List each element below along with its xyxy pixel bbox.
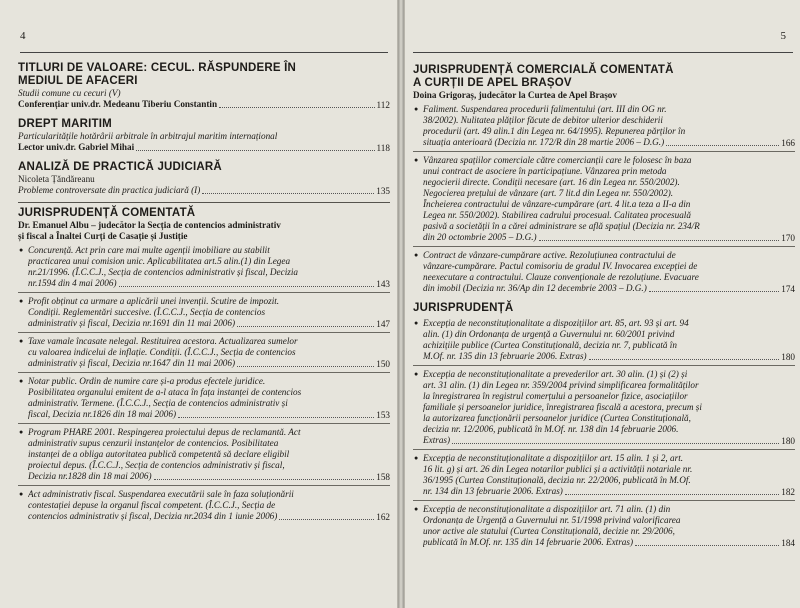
page-ref: 112 bbox=[376, 100, 390, 110]
entry-text-line: Încheierea contractului de vânzare-cumpărare (art. 4 lit.a teza a II-a din bbox=[423, 199, 691, 209]
entry-text-line: Legea nr. 550/2002). Stabilirea cadrului procesual. Calitatea procesuală bbox=[423, 210, 691, 220]
right-page-number: 5 bbox=[780, 30, 786, 42]
leader-dots bbox=[178, 417, 374, 418]
leader-dots bbox=[237, 326, 374, 327]
entry-text-line: M.Of. nr. 135 din 13 februarie 2006. Extras) bbox=[423, 351, 587, 361]
bullet-icon: ● bbox=[414, 505, 419, 513]
entry-text-line: familiale și persoanelor juridice, înregistrarea fiscală a acestora, precum și bbox=[423, 402, 702, 412]
entry-text-line: Negocierea prețului de vânzare (art. 7 lit.d din Legea nr. 550/2002). bbox=[423, 188, 674, 198]
entry-text-line: la înregistrarea în registrul comerțului a persoanelor fizice, asociațiilor bbox=[423, 391, 688, 401]
bullet-icon: ● bbox=[19, 428, 24, 436]
bullet-icon: ● bbox=[414, 156, 419, 164]
page-ref: 182 bbox=[781, 487, 795, 497]
header-rule bbox=[20, 52, 388, 53]
toc-entry bbox=[413, 504, 795, 548]
entry-list bbox=[413, 104, 795, 294]
leader-dots bbox=[666, 145, 779, 146]
page-ref: 158 bbox=[376, 472, 390, 482]
leader-dots bbox=[202, 193, 374, 194]
entry-text-line: pasivă a societății în a cărei administrare se află spațiul (Decizia nr. 234/R bbox=[423, 221, 700, 231]
toc-entry bbox=[413, 155, 795, 243]
entry-text-line: din imobil (Decizia nr. 36/Ap din 12 decembrie 2003 – D.G.) bbox=[423, 283, 647, 293]
section-author: Nicoleta Țăndăreanu bbox=[18, 174, 95, 184]
entry-list bbox=[413, 318, 795, 548]
toc-section-jurisprudenta bbox=[413, 302, 795, 548]
leader-dots bbox=[279, 519, 374, 520]
leader-dots bbox=[237, 366, 374, 367]
section-title: A CURȚII DE APEL BRAȘOV bbox=[413, 77, 572, 89]
header-rule bbox=[413, 52, 793, 53]
page-ref: 180 bbox=[781, 352, 795, 362]
entry-divider bbox=[18, 423, 390, 424]
entry-text-line: contestației depuse la organul fiscal competent. (Î.C.C.J., Secția de bbox=[28, 500, 276, 510]
entry-text-line: Concurență. Act prin care mai multe agenții imobiliare au stabilit bbox=[28, 245, 270, 255]
entry-text-line: neexecutare a contractului. Clauze convenționale de rezoluțiune. Evacuare bbox=[423, 272, 699, 282]
left-page bbox=[0, 0, 398, 608]
entry-divider bbox=[413, 246, 795, 247]
entry-text-line: Excepția de neconstituționalitate a prevederilor art. 30 alin. (1) și (2) și bbox=[423, 369, 688, 379]
entry-divider bbox=[413, 500, 795, 501]
entry-text-line: din 20 octombrie 2005 – D.G.) bbox=[423, 232, 537, 242]
leader-dots bbox=[589, 359, 780, 360]
entry-text-line: cu valoarea indicelui de inflație. Condiții. (Î.C.C.J., Secția de contencios bbox=[28, 347, 296, 357]
section-title: JURISPRUDENȚĂ COMENTATĂ bbox=[18, 207, 196, 219]
entry-text-line: fiscal, Decizia nr.1826 din 18 mai 2006) bbox=[28, 409, 177, 419]
entry-text-line: la autorizarea funcționării persoanelor juridice (Curtea Constituțională, bbox=[423, 413, 691, 423]
entry-text-line: 38/2002). Nulitatea plăților făcute de debitor ulterior deschiderii bbox=[423, 115, 663, 125]
left-page-number: 4 bbox=[20, 30, 26, 42]
entry-text-line: Program PHARE 2001. Respingerea proiectului depus de reclamantă. Act bbox=[28, 427, 301, 437]
section-author: Lector univ.dr. Gabriel Mihai bbox=[18, 142, 135, 152]
entry-text-line: Vânzarea spațiilor comerciale către comercianții care le folosesc în baza bbox=[423, 155, 692, 165]
entry-text-line: Decizia nr.1828 din 18 mai 2006) bbox=[28, 471, 152, 481]
section-title: TITLURI DE VALOARE: CECUL. RĂSPUNDERE ÎN bbox=[18, 62, 297, 74]
right-toc bbox=[413, 64, 795, 548]
toc-section-analiza bbox=[18, 161, 390, 196]
section-subtitle: Particularitățile hotărârii arbitrale în arbitrajul maritim internațional bbox=[18, 131, 278, 141]
entry-divider bbox=[18, 332, 390, 333]
page-ref: 184 bbox=[781, 538, 795, 548]
entry-text-line: unui contract de asociere în participațiune. Vânzarea prin metoda bbox=[423, 166, 667, 176]
toc-section-titluri bbox=[18, 62, 390, 110]
section-subtitle: Studii comune cu cecuri (V) bbox=[18, 88, 121, 98]
page-ref: 143 bbox=[376, 279, 390, 289]
entry-text-line: Notar public. Ordin de numire care și-a produs efectele juridice. bbox=[28, 376, 266, 386]
entry-text-line: administrativ. Termene. (Î.C.C.J., Secția de contencios administrativ și bbox=[28, 398, 288, 408]
bullet-icon: ● bbox=[19, 337, 24, 345]
entry-text-line: Act administrativ fiscal. Suspendarea executării sale în faza soluționării bbox=[28, 489, 294, 499]
entry-text-line: Excepția de neconstituționalitate a dispozițiilor art. 85, art. 93 și art. 94 bbox=[423, 318, 689, 328]
entry-divider bbox=[18, 372, 390, 373]
leader-dots bbox=[119, 286, 375, 287]
entry-text-line: Excepția de neconstituționalitate a dispozițiilor art. 15 alin. 1 și 2, art. bbox=[423, 453, 684, 463]
section-title: MEDIUL DE AFACERI bbox=[18, 75, 138, 87]
entry-text-line: Condiții. Reglementări succesive. (Î.C.C.J., Secția de contencios bbox=[28, 307, 266, 317]
entry-text-line: vânzare-cumpărare. Pactul comisoriu de gradul IV. Invocarea excepției de bbox=[423, 261, 698, 271]
entry-divider bbox=[413, 365, 795, 366]
leader-dots bbox=[649, 291, 779, 292]
toc-entry bbox=[413, 318, 795, 362]
page-ref: 150 bbox=[376, 359, 390, 369]
entry-text-line: nr.1594 din 4 mai 2006) bbox=[28, 278, 117, 288]
entry-text-line: decizia nr. 12/2006, publicată în M.Of. nr. 138 din 14 februarie 2006. bbox=[423, 424, 679, 434]
section-title: JURISPRUDENȚĂ COMERCIALĂ COMENTATĂ bbox=[413, 64, 674, 76]
toc-section-drept-maritim bbox=[18, 118, 390, 153]
entry-text-line: nr. 134 din 13 februarie 2006. Extras) bbox=[423, 486, 563, 496]
entry-text-line: procedurii (art. 49 alin.1 din Legea nr. 64/1995). Repunerea părților în bbox=[423, 126, 686, 136]
entry-divider bbox=[18, 485, 390, 486]
leader-dots bbox=[452, 443, 779, 444]
entry-text-line: nr.21/1996. (Î.C.C.J., Secția de contencios administrativ și fiscal, Decizia bbox=[28, 267, 298, 277]
section-author: Doina Grigoraș, judecător la Curtea de Apel Brașov bbox=[413, 90, 617, 100]
page-ref: 166 bbox=[781, 138, 795, 148]
toc-entry bbox=[18, 336, 390, 369]
entry-divider bbox=[18, 292, 390, 293]
entry-list bbox=[18, 245, 390, 522]
page-ref: 162 bbox=[376, 512, 390, 522]
entry-text-line: art. 31 alin. (1) din Legea nr. 359/2004 privind simplificarea formalităților bbox=[423, 380, 699, 390]
leader-dots bbox=[565, 494, 779, 495]
entry-text-line: alin. (1) din Ordonanța de urgență a Guvernului nr. 60/2001 privind bbox=[423, 329, 675, 339]
bullet-icon: ● bbox=[414, 370, 419, 378]
toc-entry bbox=[18, 427, 390, 482]
bullet-icon: ● bbox=[19, 246, 24, 254]
page-ref: 153 bbox=[376, 410, 390, 420]
entry-text-line: administrativ supus cenzurii instanțelor de contencios. Posibilitatea bbox=[28, 438, 279, 448]
toc-entry bbox=[413, 250, 795, 294]
toc-section-jurisprudenta-comentata bbox=[18, 207, 390, 522]
entry-text-line: 16 lit. g) și art. 26 din Legea notarilor publici și a activității notariale nr. bbox=[423, 464, 693, 474]
toc-entry bbox=[18, 489, 390, 522]
toc-entry bbox=[18, 376, 390, 420]
entry-text-line: practicarea unui comision unic. Aplicabilitatea art.5 alin.(1) din Legea bbox=[28, 256, 291, 266]
page-ref: 118 bbox=[376, 143, 390, 153]
entry-text-line: contencios administrativ și fiscal, Decizia nr.2034 din 1 iunie 2006) bbox=[28, 511, 278, 521]
bullet-icon: ● bbox=[414, 251, 419, 259]
right-page bbox=[404, 0, 800, 608]
leader-dots bbox=[635, 545, 779, 546]
entry-text-line: proiectul depus. (Î.C.C.J., Secția de contencios administrativ și fiscal, bbox=[28, 460, 285, 470]
section-title: ANALIZĂ DE PRACTICĂ JUDICIARĂ bbox=[18, 161, 222, 173]
entry-text-line: Ordonanța de Urgență a Guvernului nr. 51/1998 privind valorificarea bbox=[423, 515, 681, 525]
leader-dots bbox=[136, 150, 374, 151]
page-ref: 135 bbox=[376, 186, 390, 196]
entry-text-line: Extras) bbox=[423, 435, 451, 445]
entry-text-line: Profit obținut ca urmare a aplicării unei invenții. Scutire de impozit. bbox=[28, 296, 280, 306]
entry-text-line: Posibilitatea organului emitent de a-l ataca în fața instanței de contencios bbox=[28, 387, 302, 397]
entry-text-line: administrativ și fiscal, Decizia nr.1691 din 11 mai 2006) bbox=[28, 318, 236, 328]
section-author: și fiscal a Înaltei Curți de Casație și Justiție bbox=[18, 231, 188, 241]
page-ref: 174 bbox=[781, 284, 795, 294]
section-author: Conferențiar univ.dr. Medeanu Tiberiu Constantin bbox=[18, 99, 218, 109]
leader-dots bbox=[539, 240, 780, 241]
entry-text-line: Taxe vamale încasate nelegal. Restituirea acestora. Actualizarea sumelor bbox=[28, 336, 298, 346]
page-ref: 180 bbox=[781, 436, 795, 446]
entry-text-line: unor active ale statului (Curtea Constituțională, decizie nr. 29/2006, bbox=[423, 526, 675, 536]
toc-entry bbox=[413, 453, 795, 497]
entry-divider bbox=[413, 151, 795, 152]
entry-text-line: Faliment. Suspendarea procedurii falimentului (art. III din OG nr. bbox=[423, 104, 667, 114]
entry-text-line: situația anterioară (Decizia nr. 172/R din 28 martie 2006 – D.G.) bbox=[423, 137, 665, 147]
entry-text-line: Contract de vânzare-cumpărare active. Rezoluțiunea contractului de bbox=[423, 250, 676, 260]
section-title: DREPT MARITIM bbox=[18, 118, 112, 130]
entry-text-line: negocierii directe. Condiții necesare (art. 16 din Legea nr. 550/2002). bbox=[423, 177, 680, 187]
page-ref: 147 bbox=[376, 319, 390, 329]
page-ref: 170 bbox=[781, 233, 795, 243]
toc-entry bbox=[18, 245, 390, 289]
leader-dots bbox=[219, 107, 374, 108]
toc-entry bbox=[413, 104, 795, 148]
left-toc bbox=[18, 62, 390, 522]
entry-text-line: administrativ și fiscal, Decizia nr.1647 din 11 mai 2006) bbox=[28, 358, 236, 368]
entry-divider bbox=[413, 449, 795, 450]
toc-entry bbox=[413, 369, 795, 446]
entry-text-line: 36/1995 (Curtea Constituțională, decizia nr. 22/2006, publicată în M.Of. bbox=[423, 475, 691, 485]
bullet-icon: ● bbox=[414, 454, 419, 462]
toc-section-comerciala bbox=[413, 64, 795, 294]
section-subtitle: Probleme controversate din practica judiciară (I) bbox=[18, 185, 201, 195]
entry-text-line: Excepția de neconstituționalitate a dispozițiilor art. 71 alin. (1) din bbox=[423, 504, 671, 514]
bullet-icon: ● bbox=[19, 377, 24, 385]
leader-dots bbox=[154, 479, 375, 480]
entry-text-line: achizițiile publice (Curtea Constituțională, decizia nr. 7, publicată în bbox=[423, 340, 677, 350]
entry-text-line: publicată în M.Of. nr. 135 din 14 februarie 2006. Extras) bbox=[423, 537, 634, 547]
bullet-icon: ● bbox=[19, 297, 24, 305]
entry-text-line: instanței de a obliga autoritatea publică competentă să declare eligibil bbox=[28, 449, 290, 459]
bullet-icon: ● bbox=[19, 490, 24, 498]
section-author: Dr. Emanuel Albu – judecător la Secția de contencios administrativ bbox=[18, 220, 281, 230]
bullet-icon: ● bbox=[414, 105, 419, 113]
toc-entry bbox=[18, 296, 390, 329]
section-title: JURISPRUDENȚĂ bbox=[413, 302, 514, 314]
bullet-icon: ● bbox=[414, 319, 419, 327]
